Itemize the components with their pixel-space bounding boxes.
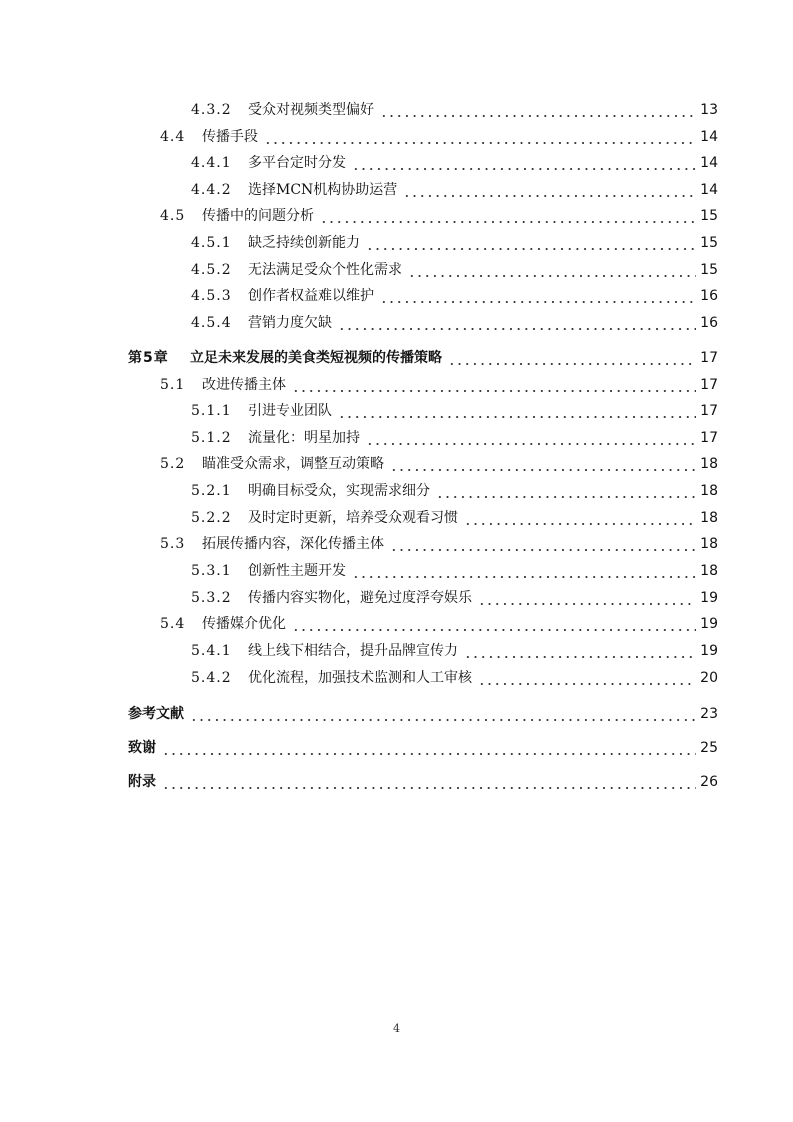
toc-entry-page: 23 <box>700 706 718 722</box>
toc-leader-dots <box>190 703 696 725</box>
toc-entry-page: 17 <box>700 403 718 419</box>
toc-entry-page: 19 <box>700 643 718 659</box>
toc-entry-number: 4.5.2 <box>191 262 232 278</box>
toc-entry-number: 5.4.2 <box>191 670 232 686</box>
toc-entry-number: 5.1.2 <box>191 430 232 446</box>
toc-entry-4-3-2[interactable] <box>191 99 718 121</box>
toc-entry-title: 拓展传播内容，深化传播主体 <box>202 536 384 552</box>
toc-entry-5-1-1[interactable] <box>191 400 718 422</box>
toc-entry-number: 5.2.1 <box>191 483 232 499</box>
toc-entry-page: 16 <box>700 288 718 304</box>
toc-entry-number: 5.4 <box>160 616 186 632</box>
toc-entry-title: 传播手段 <box>202 129 258 145</box>
toc-leader-dots <box>352 152 696 174</box>
toc-leader-dots <box>464 640 696 662</box>
toc-leader-dots <box>264 126 696 148</box>
toc-entry-title: 及时定时更新，培养受众观看习惯 <box>248 510 458 526</box>
toc-leader-dots <box>366 232 696 254</box>
toc-entry-title: 创新性主题开发 <box>248 563 346 579</box>
toc-entry-number: 5.2 <box>160 456 186 472</box>
toc-leader-dots <box>320 205 696 227</box>
toc-entry-page: 18 <box>700 483 718 499</box>
toc-entry-title: 传播内容实物化，避免过度浮夸娱乐 <box>248 590 472 606</box>
toc-entry-5-4-2[interactable] <box>191 667 718 689</box>
toc-entry-title: 引进专业团队 <box>248 403 332 419</box>
toc-entry-page: 14 <box>700 155 718 171</box>
toc-entry-page: 18 <box>700 456 718 472</box>
toc-leader-dots <box>338 312 696 334</box>
page-number: 4 <box>393 1022 400 1035</box>
toc-entry-5-3-2[interactable] <box>191 587 718 609</box>
toc-entry-number: 4.5.4 <box>191 315 232 331</box>
toc-entry-title: 传播媒介优化 <box>202 616 286 632</box>
toc-entry-number: 5.3 <box>160 536 186 552</box>
toc-entry-page: 18 <box>700 510 718 526</box>
toc-leader-dots <box>464 507 696 529</box>
toc-entry-4-5-3[interactable] <box>191 285 718 307</box>
toc-entry-page: 26 <box>700 774 718 790</box>
toc-entry-title: 传播中的问题分析 <box>202 208 314 224</box>
toc-entry-title: 营销力度欠缺 <box>248 315 332 331</box>
toc-entry-5-1[interactable] <box>160 374 718 396</box>
toc-entry-5-4-1[interactable] <box>191 640 718 662</box>
toc-entry-title: 参考文献 <box>128 706 184 722</box>
toc-entry-number: 4.4 <box>160 129 186 145</box>
toc-entry-title: 附录 <box>128 774 156 790</box>
toc-entry-page: 14 <box>700 182 718 198</box>
toc-entry-number: 4.4.1 <box>191 155 232 171</box>
toc-leader-dots <box>338 400 696 422</box>
toc-entry-number: 4.5 <box>160 208 186 224</box>
toc-entry-number: 5.1 <box>160 377 186 393</box>
toc-entry-page: 15 <box>700 235 718 251</box>
toc-leader-dots <box>380 99 696 121</box>
toc-leader-dots <box>478 587 696 609</box>
toc-leader-dots <box>408 259 696 281</box>
toc-entry-number: 5.4.1 <box>191 643 232 659</box>
toc-leader-dots <box>366 427 696 449</box>
toc-leader-dots <box>292 374 696 396</box>
toc-entry-number: 5.3.1 <box>191 563 232 579</box>
toc-entry-chapter-5[interactable] <box>128 347 718 369</box>
toc-entry-5-1-2[interactable] <box>191 427 718 449</box>
toc-entry-page: 18 <box>700 563 718 579</box>
toc-entry-page: 19 <box>700 616 718 632</box>
toc-entry-title: 瞄准受众需求，调整互动策略 <box>202 456 384 472</box>
toc-entry-title: 多平台定时分发 <box>248 155 346 171</box>
toc-leader-dots <box>390 533 696 555</box>
toc-entry-5-3[interactable] <box>160 533 718 555</box>
toc-entry-title: 受众对视频类型偏好 <box>248 102 374 118</box>
toc-entry-4-5-1[interactable] <box>191 232 718 254</box>
toc-entry-title: 立足未来发展的美食类短视频的传播策略 <box>190 350 442 366</box>
toc-entry-number: 4.3.2 <box>191 102 232 118</box>
toc-entry-page: 20 <box>700 670 718 686</box>
toc-entry-appendix[interactable] <box>128 771 718 793</box>
toc-entry-number: 5.1.1 <box>191 403 232 419</box>
toc-entry-number: 5.3.2 <box>191 590 232 606</box>
toc-entry-number: 4.4.2 <box>191 182 232 198</box>
toc-entry-4-5[interactable] <box>160 205 718 227</box>
toc-entry-4-4-2[interactable] <box>191 179 718 201</box>
toc-entry-acknowledgements[interactable] <box>128 737 718 759</box>
toc-entry-page: 18 <box>700 536 718 552</box>
toc-leader-dots <box>162 771 696 793</box>
toc-entry-page: 13 <box>700 102 718 118</box>
toc-entry-page: 15 <box>700 262 718 278</box>
toc-entry-5-3-1[interactable] <box>191 560 718 582</box>
toc-entry-page: 17 <box>700 377 718 393</box>
toc-entry-5-2[interactable] <box>160 453 718 475</box>
toc-entry-page: 17 <box>700 430 718 446</box>
toc-leader-dots <box>380 285 696 307</box>
toc-entry-title: 线上线下相结合，提升品牌宣传力 <box>248 643 458 659</box>
toc-leader-dots <box>448 347 696 369</box>
toc-entry-title: 创作者权益难以维护 <box>248 288 374 304</box>
toc-entry-title: 致谢 <box>128 740 156 756</box>
toc-entry-number: 4.5.1 <box>191 235 232 251</box>
toc-entry-page: 15 <box>700 208 718 224</box>
toc-entry-page: 19 <box>700 590 718 606</box>
toc-entry-page: 16 <box>700 315 718 331</box>
toc-leader-dots <box>352 560 696 582</box>
toc-leader-dots <box>478 667 696 689</box>
toc-leader-dots <box>436 480 696 502</box>
toc-entry-title: 选择MCN机构协助运营 <box>248 182 398 198</box>
toc-entry-page: 17 <box>700 350 718 366</box>
toc-entry-title: 优化流程，加强技术监测和人工审核 <box>248 670 472 686</box>
toc-entry-number: 4.5.3 <box>191 288 232 304</box>
toc-entry-title: 明确目标受众，实现需求细分 <box>248 483 430 499</box>
toc-entry-4-5-2[interactable] <box>191 259 718 281</box>
toc-entry-title: 无法满足受众个性化需求 <box>248 262 402 278</box>
toc-entry-4-5-4[interactable] <box>191 312 718 334</box>
toc-leader-dots <box>403 179 696 201</box>
toc-entry-4-4-1[interactable] <box>191 152 718 174</box>
toc-entry-page: 14 <box>700 129 718 145</box>
toc-entry-number: 第5章 <box>128 350 169 366</box>
toc-entry-number: 5.2.2 <box>191 510 232 526</box>
toc-entry-title: 缺乏持续创新能力 <box>248 235 360 251</box>
toc-entry-title: 流量化：明星加持 <box>248 430 360 446</box>
toc-entry-5-2-2[interactable] <box>191 507 718 529</box>
toc-entry-5-2-1[interactable] <box>191 480 718 502</box>
toc-entry-title: 改进传播主体 <box>202 377 286 393</box>
toc-entry-references[interactable] <box>128 703 718 725</box>
toc-leader-dots <box>162 737 696 759</box>
toc-leader-dots <box>292 613 696 635</box>
toc-entry-4-4[interactable] <box>160 126 718 148</box>
toc-leader-dots <box>390 453 696 475</box>
toc-entry-page: 25 <box>700 740 718 756</box>
toc-entry-5-4[interactable] <box>160 613 718 635</box>
